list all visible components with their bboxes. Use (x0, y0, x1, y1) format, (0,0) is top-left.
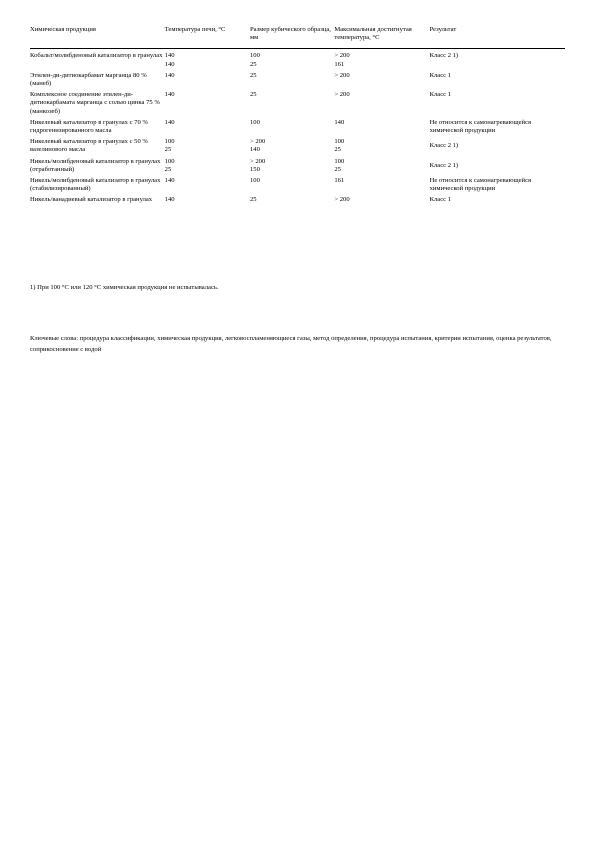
table-row (30, 116, 565, 135)
table-row (30, 69, 565, 88)
cell-oven-temp: 25 (164, 165, 172, 173)
cell-result: Класс 1 (429, 71, 451, 79)
cell-sample-size: 25 (250, 71, 257, 79)
cell-oven-temp: 140 (164, 60, 175, 68)
cell-max-temp: 100 (334, 157, 345, 165)
cell-product: Никель/ванадиевый катализатор в гранулах (30, 196, 153, 204)
cell-result: Класс 1 (429, 196, 451, 204)
cell-product: Никель/молибденовый катализатор в гранулах (отработанный) (30, 157, 161, 173)
cell-sample-size: 100 (250, 52, 260, 60)
cell-sample-size: 100 (250, 177, 260, 185)
table-header-row (30, 26, 565, 49)
cell-oven-temp: 140 (164, 196, 175, 204)
keywords-paragraph: Ключевые слова: процедура классификации, химическая продукция, легковоспламеняющиеся газы, метод определения, процедура испытания, критерии испытания, оценка результатов, соприкосновение с водой (30, 335, 552, 353)
cell-product: Комплексное соединение этилен-ди-дитиокарбамата марганца с солью цинка 75 % (манкозеб) (30, 91, 160, 115)
cell-oven-temp: 140 (164, 177, 175, 185)
cell-sample-size: 150 (250, 165, 260, 173)
cell-result: Класс 2 1) (429, 142, 459, 150)
cell-sample-size: 25 (250, 91, 257, 99)
table-row (30, 135, 565, 146)
table-footnote: 1) При 100 °С или 120 °С химическая продукция не испытывалась. (30, 284, 219, 291)
header-result: Результат (429, 26, 457, 33)
cell-max-temp: 161 (334, 60, 345, 68)
cell-oven-temp: 140 (164, 91, 175, 99)
cell-result: Класс 2 1) (429, 52, 459, 60)
cell-oven-temp: 140 (164, 71, 175, 79)
table-row (30, 193, 565, 204)
cell-sample-size: 140 (250, 146, 260, 154)
cell-max-temp: > 200 (334, 71, 350, 79)
cell-max-temp: 100 (334, 138, 345, 146)
cell-sample-size: > 200 (250, 157, 266, 165)
cell-sample-size: 100 (250, 118, 260, 126)
cell-max-temp: > 200 (334, 52, 350, 60)
header-max-temperature: Максимальная достигнутая температура, °С (334, 26, 412, 42)
cell-max-temp: 25 (334, 146, 341, 154)
cell-oven-temp: 100 (164, 138, 175, 146)
cell-product: Этилен-ди-дитиокарбамат марганца 80 % (манеб) (30, 71, 147, 88)
cell-result: Класс 1 (429, 91, 451, 99)
cell-oven-temp: 140 (164, 52, 175, 60)
cell-sample-size: > 200 (250, 138, 266, 146)
cell-sample-size: 25 (250, 60, 257, 68)
cell-product: Кобальт/молибденовый катализатор в гранулах (30, 52, 163, 60)
table-row (30, 88, 565, 116)
cell-oven-temp: 25 (164, 146, 172, 154)
header-chemical-product: Химическая продукция (30, 26, 96, 33)
cell-result: Не относится к самонагревающейся химической продукции (429, 118, 532, 135)
cell-result (430, 61, 565, 69)
cell-product: Никелевый катализатор в гранулах с 50 % вазелинового масла (30, 138, 148, 154)
cell-result: Не относится к самонагревающейся химической продукции (429, 177, 532, 193)
table-row (30, 174, 565, 193)
header-oven-temperature: Температура печи, °С (164, 26, 226, 33)
table-row (30, 155, 565, 166)
cell-max-temp: 140 (334, 118, 345, 126)
cell-max-temp: 25 (334, 165, 341, 173)
self-heating-results-table (30, 26, 565, 205)
cell-product: Никелевый катализатор в гранулах с 70 % гидрогенизированного масла (30, 118, 148, 135)
cell-oven-temp: 100 (164, 157, 175, 165)
cell-result: Класс 2 1) (429, 161, 459, 169)
cell-max-temp: 161 (334, 177, 345, 185)
header-cube-sample-size: Размер кубического образца, мм (250, 26, 331, 42)
cell-max-temp: > 200 (334, 196, 350, 204)
cell-max-temp: > 200 (334, 91, 350, 99)
cell-oven-temp: 140 (164, 118, 175, 126)
cell-product: Никель/молибденовый катализатор в гранулах (стабилизированный) (30, 177, 161, 193)
table-row (30, 49, 565, 61)
cell-sample-size: 25 (250, 196, 257, 204)
